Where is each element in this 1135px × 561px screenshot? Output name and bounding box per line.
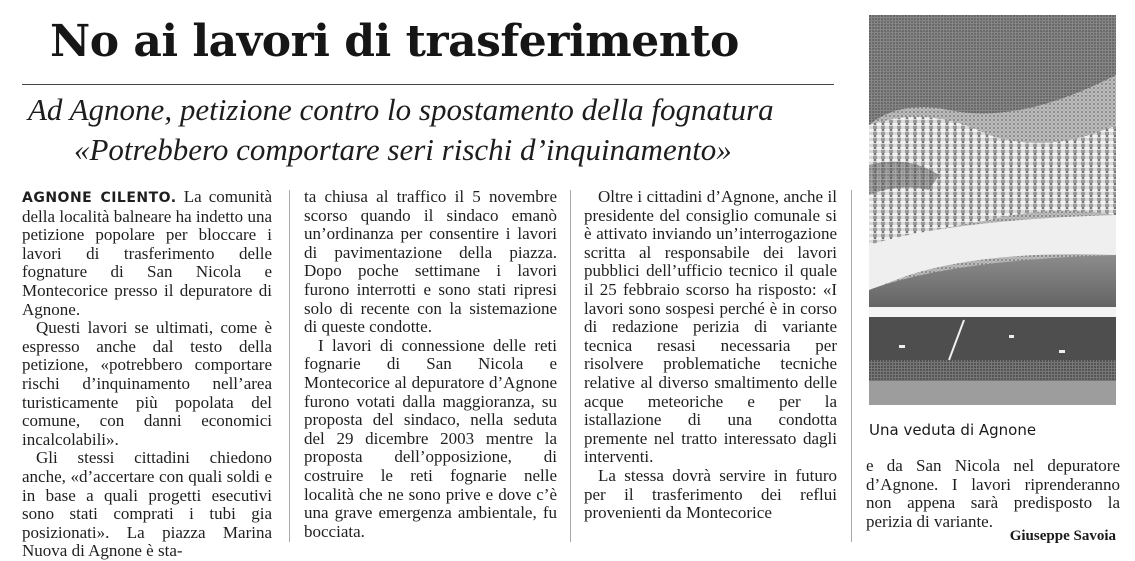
paragraph [22, 188, 272, 319]
text-column-4 [866, 457, 1120, 531]
subheadline-line-1: Ad Agnone, petizione contro lo spostamento della fognatura [28, 92, 774, 127]
paragraph: La stessa dovrà servire in futuro per il trasferimento dei reflui provenienti da Montecorice [584, 465, 837, 523]
author-byline: Giuseppe Savoia [1009, 528, 1116, 544]
paragraph-text: La comunità della località balneare ha indetto una petizione popolare per bloccare i lavori di trasferimento delle fognature di San Nicola e Montecorice presso il depuratore di Agnone. [22, 187, 273, 319]
town-photo-image [869, 15, 1116, 405]
text-column-1 [22, 188, 272, 561]
column-separator [851, 190, 852, 542]
paragraph: I lavori di connessione delle reti fognarie di San Nicola e Montecorice al depuratore d’Agnone furono votati dalla maggioranza, su proposta del sindaco, nella seduta del 29 dicembre 2003 mentre la proposta dell’opposizione, di costruire le reti fognarie nelle località che ne sono prive e dove c’è una grave emergenza ambientale, fu bocciata. [304, 335, 557, 541]
text-column-2 [304, 188, 557, 541]
text-column-3 [584, 188, 837, 523]
paragraph: Questi lavori se ultimati, come è espresso anche dal testo della petizione, «potrebbero comportare rischi d’inquinamento nell’area turisticamente più popolata del comune, con danni economici incalcolabili». [22, 318, 272, 449]
paragraph: e da San Nicola nel depuratore d’Agnone. I lavori riprenderanno non appena sarà predisposto la perizia di variante. [866, 456, 1120, 531]
headline: No ai lavori di trasferimento [50, 16, 739, 67]
subheadline [22, 90, 837, 170]
paragraph: ta chiusa al traffico il 5 novembre scorso quando il sindaco emanò un’ordinanza per consentire i lavori di pavimentazione della piazza. Dopo poche settimane i lavori furono interrotti e sono stati ripresi solo di recente con la sistemazione di queste condotte. [304, 187, 557, 337]
paragraph: Oltre i cittadini d’Agnone, anche il presidente del consiglio comunale si è attivato inviando un’interrogazione scritta al responsabile dei lavori pubblici dell’ufficio tecnico il quale il 25 febbraio scorso ha risposto: «I lavori sono sospesi perché è in corso di redazione perizia di variante tecnica resasi necessaria per risolvere problematiche tecniche relative al diverso smaltimento delle acque meteoriche e per la istallazione di una condotta premente nel tratto interessato dagli interventi. [584, 187, 837, 467]
paragraph: Gli stessi cittadini chiedono anche, «d’accertare con quali soldi e in base a quali progetti esecutivi sono stati comprati i tubi gia posizionati». La piazza Marina Nuova di Agnone è sta- [22, 448, 272, 561]
dateline: AGNONE CILENTO. [22, 190, 177, 206]
column-separator [570, 190, 571, 542]
photo-caption: Una veduta di Agnone [869, 421, 1037, 439]
subheadline-line-2: «Potrebbero comportare seri rischi d’inquinamento» [74, 132, 732, 167]
column-separator [289, 190, 290, 542]
town-photo [869, 15, 1116, 405]
headline-rule [22, 84, 834, 85]
